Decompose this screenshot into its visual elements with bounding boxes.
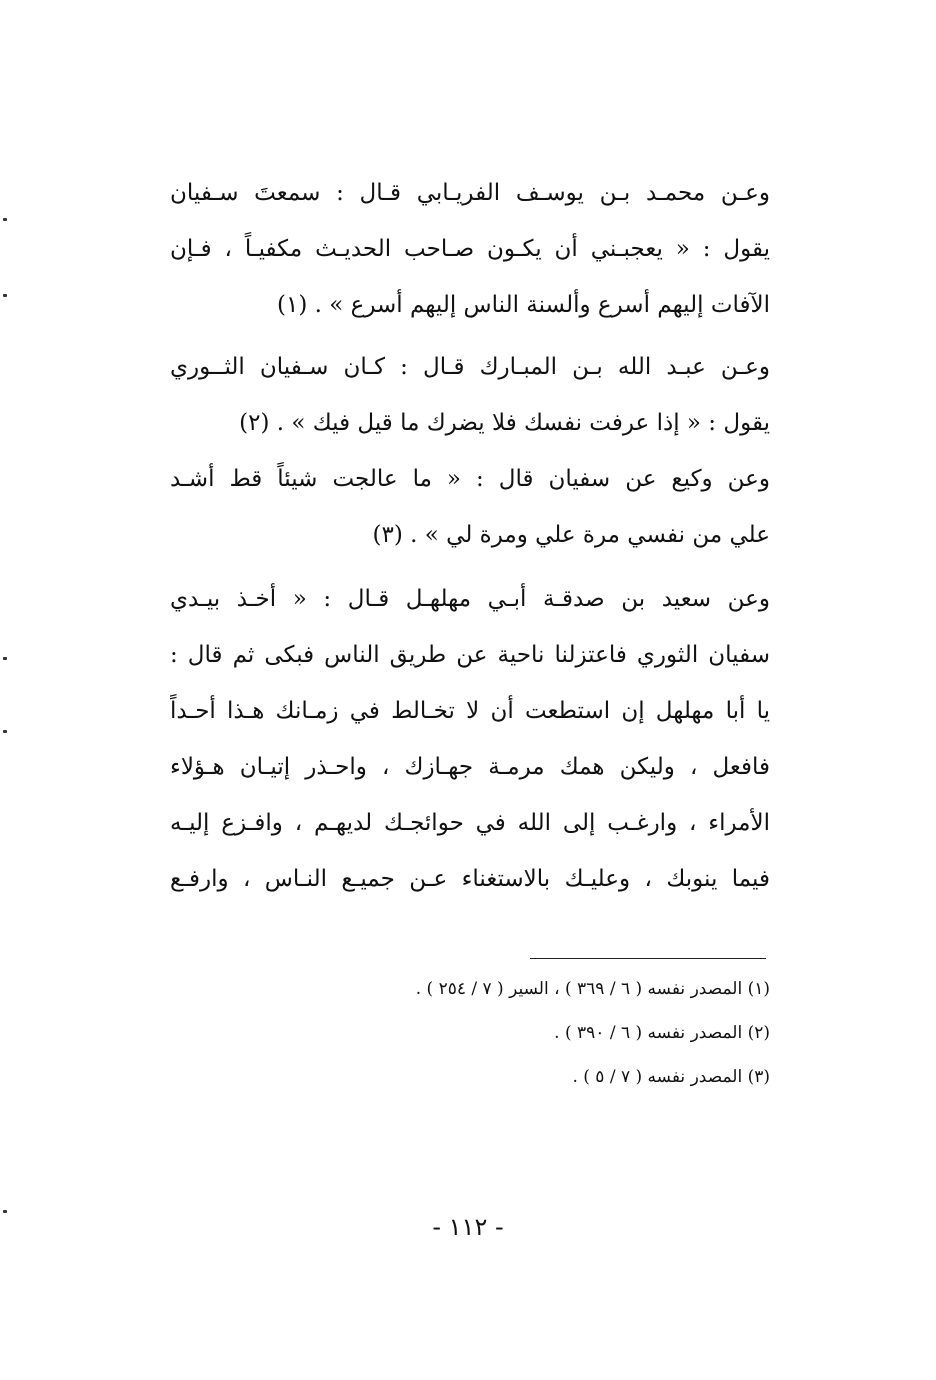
- text-line: وعن سعيد بن صدقـة أبـي مهلهـل قـال : « أخـذ بيـدي: [170, 586, 770, 612]
- text-line: وعـن محمـد بـن يوسـف الفريـابي قـال : سمعتَ سـفيان: [170, 180, 770, 206]
- main-text: [170, 165, 770, 907]
- text-line: وعن وكيع عن سفيان قال : « ما عالجت شيئاً قط أشـد: [170, 466, 770, 492]
- text-line: يا أبا مهلهل إن استطعت أن لا تخـالط في زمـانك هـذا أحـداً: [170, 698, 770, 724]
- scan-speck: [3, 657, 7, 660]
- scan-speck: [3, 1210, 7, 1213]
- scan-speck: [3, 218, 7, 221]
- footnote-item: (١) المصدر نفسه ( ٦ / ٣٦٩ ) ، السير ( ٧ / ٢٥٤ ) .: [415, 979, 770, 999]
- footnote-item: (٢) المصدر نفسه ( ٦ / ٣٩٠ ) .: [554, 1023, 770, 1043]
- text-line: الأمراء ، وارغـب إلى الله في حوائجـك لديهـم ، وافـزع إليـه: [170, 810, 770, 836]
- footnote-item: (٣) المصدر نفسه ( ٧ / ٥ ) .: [572, 1067, 770, 1087]
- text-line: يقول : « إذا عرفت نفسك فلا يضرك ما قيل فيك » . (٢): [239, 410, 770, 436]
- text-line: سفيان الثوري فاعتزلنا ناحية عن طريق الناس فبكى ثم قال :: [170, 642, 770, 668]
- page-number: - ١١٢ -: [432, 1213, 504, 1241]
- text-line: وعـن عبـد الله بـن المبـارك قـال : كـان سـفيان الثــوري: [170, 354, 770, 380]
- scan-speck: [3, 294, 7, 297]
- footnotes: [300, 967, 770, 1099]
- text-line: فافعل ، وليكن همك مرمـة جهـازك ، واحـذر إتيـان هـؤلاء: [170, 754, 770, 780]
- scan-speck: [3, 730, 7, 733]
- text-line: يقول : « يعجبـني أن يكـون صـاحب الحديـث مكفيـاً ، فـإن: [170, 236, 770, 262]
- text-line: فيما ينوبك ، وعليـك بالاستغناء عـن جميـع النـاس ، وارفـع: [170, 866, 770, 892]
- text-line: الآفات إليهم أسرع وألسنة الناس إليهم أسرع » . (١): [276, 292, 770, 318]
- footnote-separator: [530, 958, 766, 959]
- text-line: علي من نفسي مرة علي ومرة لي » . (٣): [372, 522, 770, 548]
